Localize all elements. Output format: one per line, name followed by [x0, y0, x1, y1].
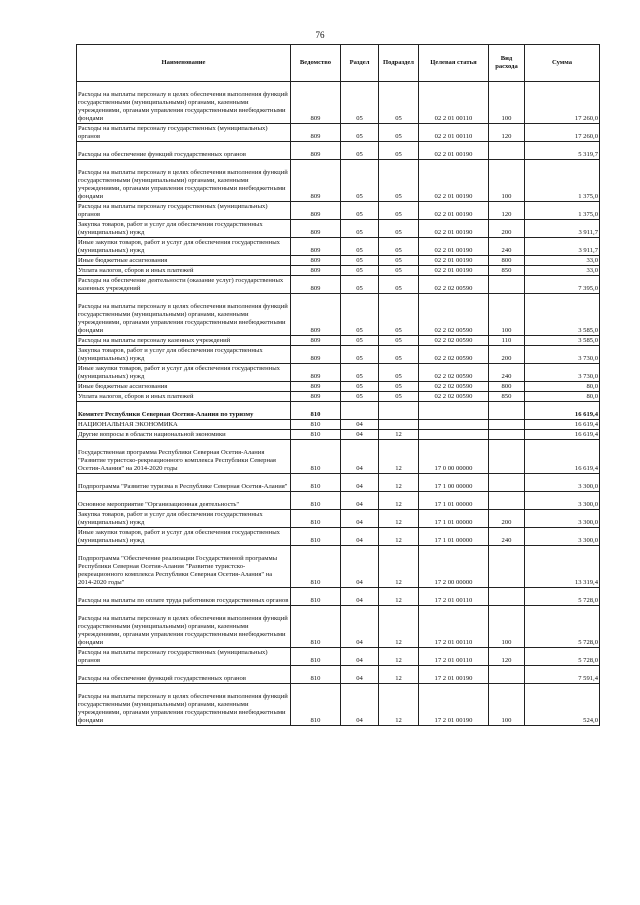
cell-dept: 809 — [291, 392, 341, 402]
cell-sum: 5 728,0 — [525, 606, 600, 648]
table-row — [77, 220, 600, 238]
cell-target: 17 2 01 00110 — [419, 588, 489, 606]
cell-target: 02 2 01 00190 — [419, 266, 489, 276]
cell-subsection: 05 — [379, 266, 419, 276]
table-row — [77, 606, 600, 648]
table-row — [77, 402, 600, 420]
cell-sum: 16 619,4 — [525, 440, 600, 474]
cell-section: 05 — [341, 276, 379, 294]
cell-subsection: 05 — [379, 382, 419, 392]
cell-dept: 810 — [291, 492, 341, 510]
cell-exp-type: 850 — [489, 266, 525, 276]
cell-subsection: 05 — [379, 238, 419, 256]
table-row — [77, 510, 600, 528]
cell-subsection: 05 — [379, 336, 419, 346]
cell-exp-type — [489, 546, 525, 588]
cell-sum: 3 730,0 — [525, 346, 600, 364]
cell-section: 05 — [341, 266, 379, 276]
cell-exp-type: 800 — [489, 256, 525, 266]
cell-dept: 809 — [291, 160, 341, 202]
cell-section: 04 — [341, 492, 379, 510]
cell-subsection — [379, 420, 419, 430]
header-dept: Ведомство — [291, 45, 341, 82]
cell-sum: 3 911,7 — [525, 238, 600, 256]
table-row — [77, 546, 600, 588]
cell-target: 02 2 01 00190 — [419, 160, 489, 202]
cell-target: 17 1 01 00000 — [419, 528, 489, 546]
cell-sum: 3 585,0 — [525, 294, 600, 336]
cell-sum: 3 585,0 — [525, 336, 600, 346]
cell-target — [419, 402, 489, 420]
cell-subsection: 12 — [379, 606, 419, 648]
cell-name: Иные бюджетные ассигнования — [77, 256, 291, 266]
cell-name: Подпрограмма "Обеспечение реализации Государственной программы Республики Северная Осетия-Алания "Развитие туристско-рекреационного комплекса Республики Северная Осетия-Алания" на 2014-2020 годы" — [77, 546, 291, 588]
cell-dept: 810 — [291, 510, 341, 528]
cell-sum: 33,0 — [525, 266, 600, 276]
header-exp-type: Вид расхода — [489, 45, 525, 82]
table-row — [77, 666, 600, 684]
cell-target: 02 2 02 00590 — [419, 276, 489, 294]
cell-subsection: 12 — [379, 684, 419, 726]
table-header-row — [77, 45, 600, 82]
cell-sum: 7 591,4 — [525, 666, 600, 684]
cell-dept: 809 — [291, 220, 341, 238]
table-row — [77, 474, 600, 492]
cell-name: Иные закупки товаров, работ и услуг для обеспечения государственных (муниципальных) нужд — [77, 364, 291, 382]
cell-subsection: 05 — [379, 256, 419, 266]
cell-subsection: 05 — [379, 346, 419, 364]
cell-dept: 810 — [291, 474, 341, 492]
cell-dept: 810 — [291, 588, 341, 606]
cell-sum: 3 911,7 — [525, 220, 600, 238]
table-row — [77, 256, 600, 266]
cell-exp-type: 120 — [489, 202, 525, 220]
table-row — [77, 588, 600, 606]
cell-target: 17 1 01 00000 — [419, 510, 489, 528]
table-row — [77, 420, 600, 430]
cell-target: 17 2 00 00000 — [419, 546, 489, 588]
cell-section: 05 — [341, 142, 379, 160]
cell-exp-type — [489, 142, 525, 160]
cell-name: Иные закупки товаров, работ и услуг для обеспечения государственных (муниципальных) нужд — [77, 238, 291, 256]
cell-name: Уплата налогов, сборов и иных платежей — [77, 266, 291, 276]
cell-target: 02 2 01 00110 — [419, 124, 489, 142]
cell-name: Расходы на обеспечение функций государственных органов — [77, 666, 291, 684]
cell-section: 05 — [341, 364, 379, 382]
cell-dept: 809 — [291, 276, 341, 294]
cell-sum: 16 619,4 — [525, 402, 600, 420]
cell-section: 05 — [341, 382, 379, 392]
cell-name: Закупка товаров, работ и услуг для обеспечения государственных (муниципальных) нужд — [77, 346, 291, 364]
cell-sum: 7 395,0 — [525, 276, 600, 294]
cell-exp-type — [489, 588, 525, 606]
cell-target: 17 1 01 00000 — [419, 492, 489, 510]
cell-target — [419, 420, 489, 430]
cell-target: 02 2 01 00190 — [419, 256, 489, 266]
table-row — [77, 392, 600, 402]
cell-target: 02 2 02 00590 — [419, 364, 489, 382]
cell-target: 02 2 02 00590 — [419, 336, 489, 346]
cell-sum: 33,0 — [525, 256, 600, 266]
cell-subsection: 12 — [379, 648, 419, 666]
page-number: 76 — [315, 30, 325, 40]
cell-subsection: 05 — [379, 276, 419, 294]
table-row — [77, 382, 600, 392]
cell-target: 17 0 00 00000 — [419, 440, 489, 474]
cell-section: 05 — [341, 392, 379, 402]
cell-section: 04 — [341, 420, 379, 430]
cell-dept: 810 — [291, 430, 341, 440]
cell-subsection: 12 — [379, 546, 419, 588]
cell-exp-type — [489, 402, 525, 420]
cell-sum: 17 260,0 — [525, 82, 600, 124]
cell-dept: 809 — [291, 364, 341, 382]
cell-exp-type: 240 — [489, 528, 525, 546]
cell-name: Расходы на обеспечение деятельности (оказание услуг) государственных казенных учреждений — [77, 276, 291, 294]
cell-target: 02 2 01 00190 — [419, 202, 489, 220]
cell-dept: 810 — [291, 666, 341, 684]
cell-section: 04 — [341, 546, 379, 588]
cell-subsection: 05 — [379, 220, 419, 238]
cell-target: 17 2 01 00190 — [419, 666, 489, 684]
cell-name: Другие вопросы в области национальной экономики — [77, 430, 291, 440]
cell-subsection: 05 — [379, 202, 419, 220]
cell-target: 17 1 00 00000 — [419, 474, 489, 492]
cell-target: 02 2 02 00590 — [419, 346, 489, 364]
cell-section: 04 — [341, 440, 379, 474]
cell-exp-type — [489, 430, 525, 440]
cell-exp-type: 120 — [489, 124, 525, 142]
cell-exp-type: 200 — [489, 346, 525, 364]
cell-subsection: 05 — [379, 160, 419, 202]
cell-name: Иные закупки товаров, работ и услуг для обеспечения государственных (муниципальных) нужд — [77, 528, 291, 546]
budget-table — [76, 44, 600, 726]
cell-exp-type — [489, 276, 525, 294]
cell-section: 04 — [341, 666, 379, 684]
cell-target: 02 2 02 00590 — [419, 382, 489, 392]
cell-section: 05 — [341, 82, 379, 124]
header-section: Раздел — [341, 45, 379, 82]
cell-target: 02 2 02 00590 — [419, 294, 489, 336]
cell-exp-type: 100 — [489, 294, 525, 336]
cell-subsection: 05 — [379, 142, 419, 160]
cell-name: Расходы на выплаты персоналу в целях обеспечения выполнения функций государственными (муниципальными) органами, казенными учреждениями, органами управления государственными внебюджетными фондами — [77, 684, 291, 726]
cell-name: Иные бюджетные ассигнования — [77, 382, 291, 392]
cell-target: 02 2 01 00190 — [419, 238, 489, 256]
cell-exp-type: 200 — [489, 510, 525, 528]
cell-section: 04 — [341, 648, 379, 666]
cell-exp-type: 240 — [489, 364, 525, 382]
cell-name: Расходы на выплаты персоналу в целях обеспечения выполнения функций государственными (муниципальными) органами, казенными учреждениями, органами управления государственными внебюджетными фондами — [77, 160, 291, 202]
cell-dept: 810 — [291, 648, 341, 666]
cell-section: 04 — [341, 510, 379, 528]
cell-exp-type: 100 — [489, 82, 525, 124]
cell-name: Основное мероприятие "Организационная деятельность" — [77, 492, 291, 510]
cell-exp-type — [489, 666, 525, 684]
cell-exp-type: 240 — [489, 238, 525, 256]
cell-dept: 810 — [291, 684, 341, 726]
table-row — [77, 346, 600, 364]
cell-sum: 3 300,0 — [525, 510, 600, 528]
cell-sum: 17 260,0 — [525, 124, 600, 142]
cell-section: 05 — [341, 346, 379, 364]
table-row — [77, 142, 600, 160]
cell-section: 05 — [341, 202, 379, 220]
cell-section — [341, 402, 379, 420]
cell-sum: 80,0 — [525, 392, 600, 402]
table-row — [77, 364, 600, 382]
cell-sum: 1 375,0 — [525, 160, 600, 202]
cell-name: Расходы на выплаты по оплате труда работников государственных органов — [77, 588, 291, 606]
cell-sum: 5 728,0 — [525, 648, 600, 666]
cell-name: Государственная программа Республики Северная Осетия-Алания "Развитие туристско-рекреационного комплекса Республики Северная Осетия-Алания" на 2014-2020 годы — [77, 440, 291, 474]
table-row — [77, 266, 600, 276]
cell-subsection: 12 — [379, 666, 419, 684]
cell-sum: 5 728,0 — [525, 588, 600, 606]
cell-dept: 810 — [291, 420, 341, 430]
cell-subsection — [379, 402, 419, 420]
cell-dept: 810 — [291, 440, 341, 474]
cell-section: 04 — [341, 430, 379, 440]
cell-dept: 810 — [291, 546, 341, 588]
cell-sum: 1 375,0 — [525, 202, 600, 220]
cell-subsection: 12 — [379, 474, 419, 492]
table-row — [77, 528, 600, 546]
cell-target: 02 2 01 00190 — [419, 142, 489, 160]
cell-name: Расходы на выплаты персоналу казенных учреждений — [77, 336, 291, 346]
cell-section: 05 — [341, 220, 379, 238]
cell-exp-type: 110 — [489, 336, 525, 346]
cell-name: Подпрограмма "Развитие туризма в Республике Северная Осетия-Алания" — [77, 474, 291, 492]
cell-subsection: 12 — [379, 440, 419, 474]
cell-name: НАЦИОНАЛЬНАЯ ЭКОНОМИКА — [77, 420, 291, 430]
cell-sum: 80,0 — [525, 382, 600, 392]
cell-section: 04 — [341, 528, 379, 546]
cell-sum: 3 300,0 — [525, 474, 600, 492]
cell-sum: 5 319,7 — [525, 142, 600, 160]
cell-target: 02 2 02 00590 — [419, 392, 489, 402]
cell-subsection: 12 — [379, 492, 419, 510]
cell-sum: 3 300,0 — [525, 528, 600, 546]
cell-target: 17 2 01 00110 — [419, 606, 489, 648]
cell-subsection: 05 — [379, 124, 419, 142]
cell-section: 05 — [341, 238, 379, 256]
cell-exp-type — [489, 474, 525, 492]
cell-name: Комитет Республики Северная Осетия-Алания по туризму — [77, 402, 291, 420]
table-row — [77, 336, 600, 346]
cell-dept: 809 — [291, 142, 341, 160]
cell-target: 02 2 01 00190 — [419, 220, 489, 238]
cell-section: 05 — [341, 336, 379, 346]
cell-dept: 810 — [291, 402, 341, 420]
table-row — [77, 430, 600, 440]
cell-exp-type: 120 — [489, 648, 525, 666]
header-target: Целевая статья — [419, 45, 489, 82]
cell-dept: 810 — [291, 606, 341, 648]
cell-section: 05 — [341, 124, 379, 142]
cell-subsection: 12 — [379, 510, 419, 528]
cell-subsection: 05 — [379, 364, 419, 382]
cell-subsection: 05 — [379, 82, 419, 124]
cell-exp-type: 100 — [489, 684, 525, 726]
table-row — [77, 684, 600, 726]
cell-name: Расходы на выплаты персоналу в целях обеспечения выполнения функций государственными (муниципальными) органами, казенными учреждениями, органами управления государственными внебюджетными фондами — [77, 606, 291, 648]
cell-target: 17 2 01 00190 — [419, 684, 489, 726]
cell-subsection: 12 — [379, 588, 419, 606]
cell-name: Расходы на выплаты персоналу в целях обеспечения выполнения функций государственными (муниципальными) органами, казенными учреждениями, органами управления государственными внебюджетными фондами — [77, 294, 291, 336]
cell-exp-type: 850 — [489, 392, 525, 402]
cell-exp-type: 100 — [489, 160, 525, 202]
cell-exp-type: 100 — [489, 606, 525, 648]
cell-section: 05 — [341, 294, 379, 336]
table-row — [77, 160, 600, 202]
cell-exp-type — [489, 492, 525, 510]
cell-target: 02 2 01 00110 — [419, 82, 489, 124]
cell-dept: 809 — [291, 294, 341, 336]
table-row — [77, 276, 600, 294]
cell-name: Закупка товаров, работ и услуг для обеспечения государственных (муниципальных) нужд — [77, 220, 291, 238]
cell-target — [419, 430, 489, 440]
cell-name: Расходы на выплаты персоналу в целях обеспечения выполнения функций государственными (муниципальными) органами, казенными учреждениями, органами управления государственными внебюджетными фондами — [77, 82, 291, 124]
table-row — [77, 294, 600, 336]
cell-section: 04 — [341, 474, 379, 492]
cell-dept: 809 — [291, 266, 341, 276]
cell-sum: 3 300,0 — [525, 492, 600, 510]
cell-subsection: 12 — [379, 528, 419, 546]
cell-exp-type: 800 — [489, 382, 525, 392]
cell-section: 05 — [341, 160, 379, 202]
table-row — [77, 648, 600, 666]
cell-exp-type — [489, 440, 525, 474]
cell-target: 17 2 01 00110 — [419, 648, 489, 666]
cell-sum: 16 619,4 — [525, 430, 600, 440]
cell-name: Уплата налогов, сборов и иных платежей — [77, 392, 291, 402]
cell-dept: 809 — [291, 346, 341, 364]
cell-sum: 524,0 — [525, 684, 600, 726]
cell-exp-type — [489, 420, 525, 430]
cell-dept: 810 — [291, 528, 341, 546]
cell-exp-type: 200 — [489, 220, 525, 238]
header-name: Наименование — [77, 45, 291, 82]
cell-name: Расходы на выплаты персоналу государственных (муниципальных) органов — [77, 648, 291, 666]
cell-name: Расходы на выплаты персоналу государственных (муниципальных) органов — [77, 124, 291, 142]
cell-subsection: 05 — [379, 294, 419, 336]
cell-sum: 13 319,4 — [525, 546, 600, 588]
cell-dept: 809 — [291, 256, 341, 266]
table-row — [77, 124, 600, 142]
cell-section: 05 — [341, 256, 379, 266]
cell-subsection: 12 — [379, 430, 419, 440]
cell-section: 04 — [341, 684, 379, 726]
cell-name: Расходы на выплаты персоналу государственных (муниципальных) органов — [77, 202, 291, 220]
header-subsection: Подраздел — [379, 45, 419, 82]
cell-name: Расходы на обеспечение функций государственных органов — [77, 142, 291, 160]
cell-section: 04 — [341, 606, 379, 648]
cell-dept: 809 — [291, 82, 341, 124]
cell-dept: 809 — [291, 202, 341, 220]
cell-sum: 3 730,0 — [525, 364, 600, 382]
cell-subsection: 05 — [379, 392, 419, 402]
cell-dept: 809 — [291, 382, 341, 392]
cell-section: 04 — [341, 588, 379, 606]
cell-sum: 16 619,4 — [525, 420, 600, 430]
table-row — [77, 492, 600, 510]
header-sum: Сумма — [525, 45, 600, 82]
cell-dept: 809 — [291, 336, 341, 346]
table-row — [77, 238, 600, 256]
cell-dept: 809 — [291, 238, 341, 256]
table-row — [77, 82, 600, 124]
table-row — [77, 440, 600, 474]
table-body — [77, 82, 600, 726]
table-row — [77, 202, 600, 220]
cell-dept: 809 — [291, 124, 341, 142]
cell-name: Закупка товаров, работ и услуг для обеспечения государственных (муниципальных) нужд — [77, 510, 291, 528]
